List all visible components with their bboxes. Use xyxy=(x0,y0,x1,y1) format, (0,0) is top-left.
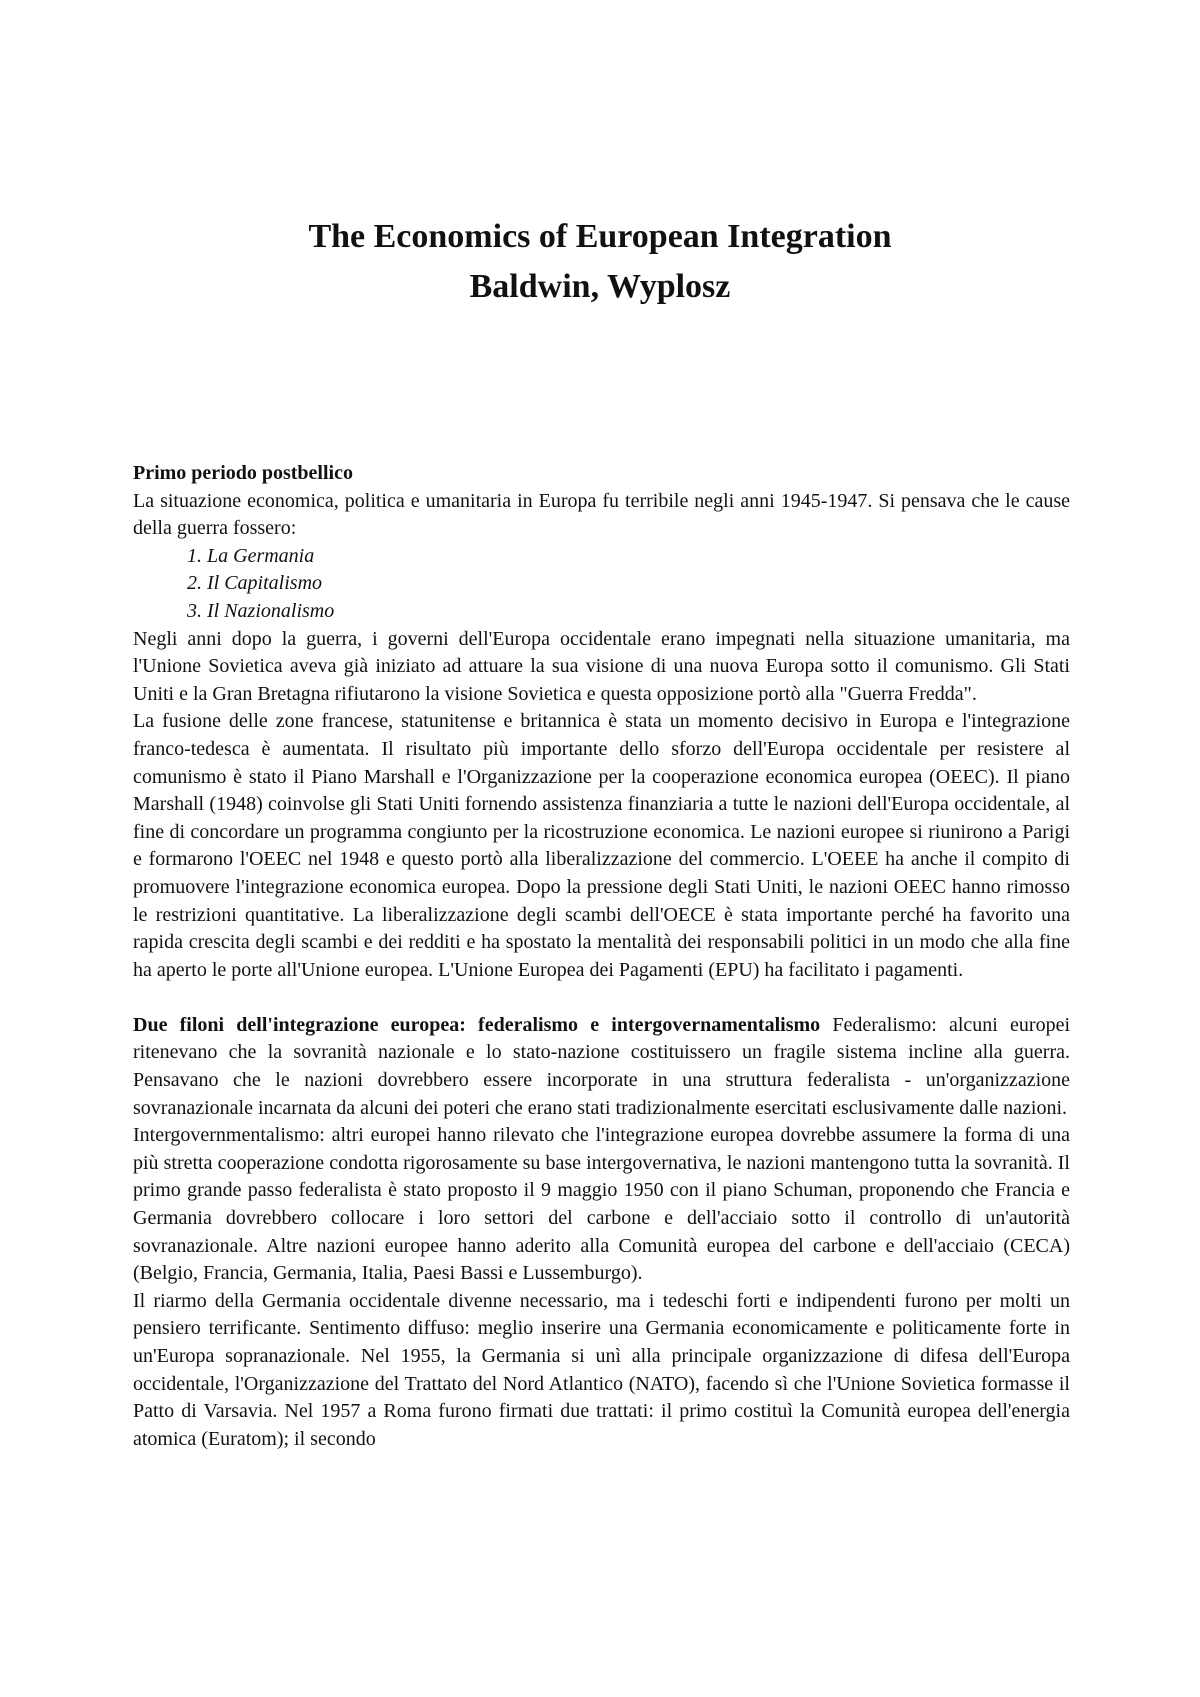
list-item: 1. La Germania xyxy=(187,544,315,567)
section-heading-federalism: Due filoni dell'integrazione europea: federalismo e intergovernamentalismo xyxy=(133,1013,821,1036)
section1-intro: La situazione economica, politica e umanitaria in Europa fu terribile negli anni 1945-1947. Si pensava che le cause della guerra fossero: xyxy=(133,489,1070,540)
document-title: The Economics of European Integration xyxy=(308,218,892,255)
section2-paragraph-1-text: Federalismo: alcuni europei ritenevano che la sovranità nazionale e lo stato-nazione costituissero un fragile sistema incline alla guerra. Pensavano che le nazioni dovrebbero essere incorporate in una struttura federalista - un'organizzazione sovranazionale incarnata da alcuni dei poteri che erano stati tradizionalmente esercitati esclusivamente dalle nazioni. xyxy=(133,1013,1071,1119)
section1-paragraph-1: Negli anni dopo la guerra, i governi dell'Europa occidentale erano impegnati nella situazione umanitaria, ma l'Unione Sovietica aveva già iniziato ad attuare la sua visione di una nuova Europa sotto il comunismo. Gli Stati Uniti e la Gran Bretagna rifiutarono la visione Sovietica e questa opposizione portò alla "Guerra Fredda". xyxy=(133,627,1070,705)
list-item: 3. Il Nazionalismo xyxy=(187,599,335,622)
section2-paragraph-3: Il riarmo della Germania occidentale divenne necessario, ma i tedeschi forti e indipendenti furono per molti un pensiero terrificante. Sentimento diffuso: meglio inserire una Germania economicamente e politicamente forte in un'Europa sopranazionale. Nel 1955, la Germania si unì alla principale organizzazione di difesa dell'Europa occidentale, l'Organizzazione del Trattato del Nord Atlantico (NATO), facendo sì che l'Unione Sovietica formasse il Patto di Varsavia. Nel 1957 a Roma furono firmati due trattati: il primo costituì la Comunità europea dell'energia atomica (Euratom); il secondo xyxy=(133,1289,1070,1450)
document-authors: Baldwin, Wyplosz xyxy=(469,268,731,305)
list-item: 2. Il Capitalismo xyxy=(187,572,323,595)
section2-paragraph-2: Intergovernmentalismo: altri europei hanno rilevato che l'integrazione europea dovrebbe assumere la forma di una più stretta cooperazione condotta rigorosamente su base intergovernativa, le nazioni mantengono tutta la sovranità. Il primo grande passo federalista è stato proposto il 9 maggio 1950 con il piano Schuman, proponendo che Francia e Germania dovrebbero collocare i loro settori del carbone e dell'acciaio sotto il controllo di un'autorità sovranazionale. Altre nazioni europee hanno aderito alla Comunità europea del carbone e dell'acciaio (CECA)(Belgio, Francia, Germania, Italia, Paesi Bassi e Lussemburgo). xyxy=(133,1124,1070,1285)
section-heading-postwar: Primo periodo postbellico xyxy=(133,462,353,484)
document-body xyxy=(133,460,1070,1453)
causes-list xyxy=(133,543,1070,626)
section-spacer xyxy=(133,984,1070,1012)
title-block xyxy=(0,212,1200,312)
section1-paragraph-2: La fusione delle zone francese, statunitense e britannica è stata un momento decisivo in Europa e l'integrazione franco-tedesca è aumentata. Il risultato più importante dello sforzo dell'Europa occidentale per resistere al comunismo è stato il Piano Marshall e l'Organizzazione per la cooperazione economica europea (OEEC). Il piano Marshall (1948) coinvolse gli Stati Uniti fornendo assistenza finanziaria a tutte le nazioni dell'Europa occidentale, al fine di concordare un programma congiunto per la ricostruzione economica. Le nazioni europee si riunirono a Parigi e formarono l'OEEC nel 1948 e questo portò alla liberalizzazione del commercio. L'OEEE ha anche il compito di promuovere l'integrazione economica europea. Dopo la pressione degli Stati Uniti, le nazioni OEEC hanno rimosso le restrizioni quantitative. La liberalizzazione degli scambi dell'OECE è stata importante perché ha favorito una rapida crescita degli scambi e dei redditi e ha spostato la mentalità dei responsabili politici in un modo che alla fine ha aperto le porte all'Unione europea. L'Unione Europea dei Pagamenti (EPU) ha facilitato i pagamenti. xyxy=(133,710,1070,981)
section2-paragraph-1 xyxy=(133,1012,1070,1122)
